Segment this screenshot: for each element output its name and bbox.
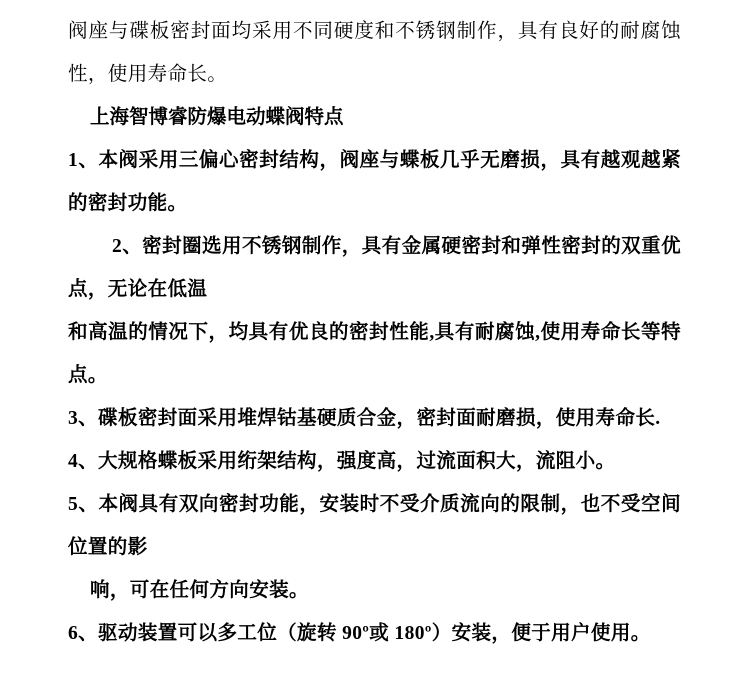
list-item-3: 3、碟板密封面采用堆焊钴基硬质合金，密封面耐磨损，使用寿命长. bbox=[68, 408, 661, 429]
list-item-5: 5、本阀具有双向密封功能，安装时不受介质流向的限制，也不受空间位置的影 bbox=[68, 494, 681, 558]
list-item-1: 1、本阀采用三偏心密封结构，阀座与蝶板几乎无磨损，具有越观越紧的密封功能。 bbox=[68, 150, 681, 214]
list-item-4: 4、大规格蝶板采用绗架结构，强度高，过流面积大，流阻小。 bbox=[68, 451, 616, 472]
paragraph-intro: 阀座与碟板密封面均采用不同硬度和不锈钢制作，具有良好的耐腐蚀性，使用寿命长。 bbox=[68, 21, 681, 85]
section-heading: 上海智博睿防爆电动蝶阀特点 bbox=[90, 107, 344, 128]
list-item-2-continued: 和高温的情况下，均具有优良的密封性能,具有耐腐蚀,使用寿命长等特点。 bbox=[68, 322, 681, 386]
list-item-5-continued: 响，可在任何方向安装。 bbox=[90, 580, 309, 601]
list-item-2: 2、密封圈选用不锈钢制作，具有金属硬密封和弹性密封的双重优点，无论在低温 bbox=[68, 236, 681, 300]
list-item-6: 6、驱动装置可以多工位（旋转 90º或 180º）安装，便于用户使用。 bbox=[68, 623, 651, 644]
